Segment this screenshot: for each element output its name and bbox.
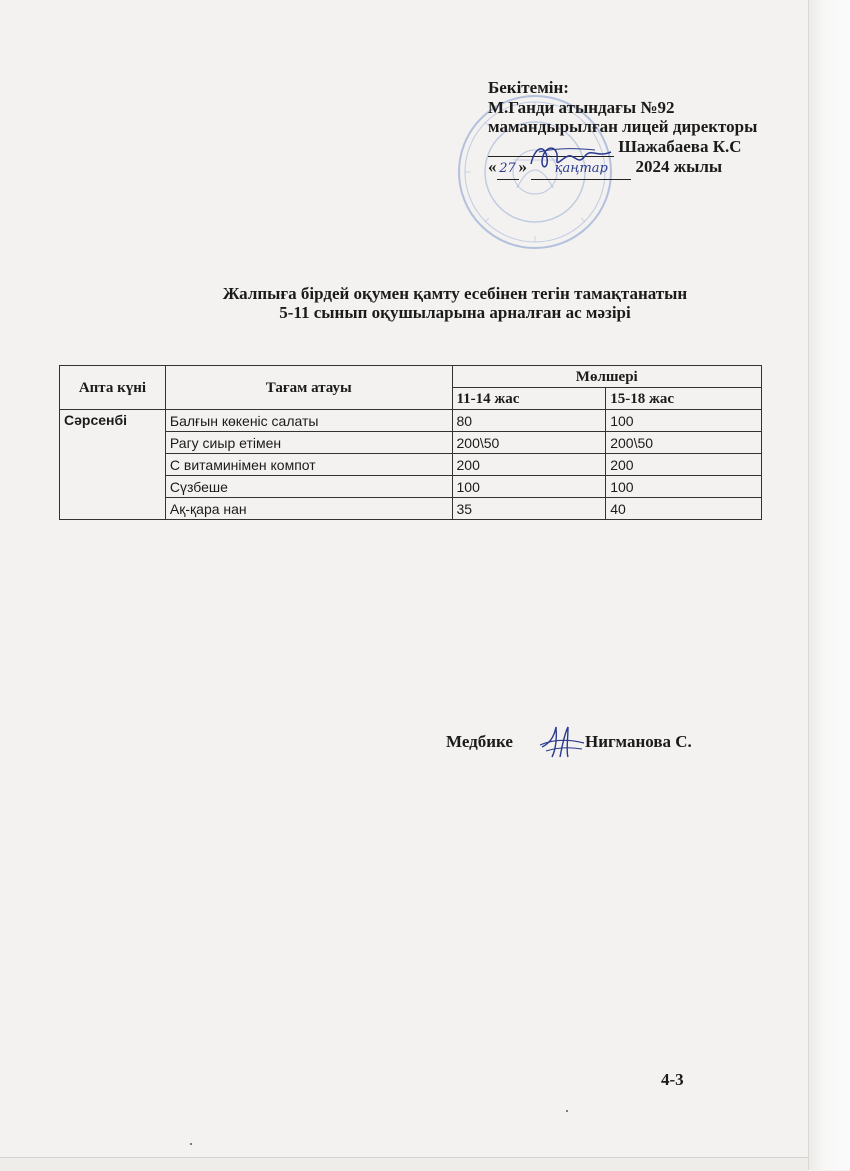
date-month: қаңтар [531, 159, 631, 180]
approval-school: М.Ганди атындағы №92 [488, 97, 675, 117]
header-age-11-14: 11-14 жас [452, 388, 606, 410]
table-row [60, 498, 762, 520]
amount-15-18-cell: 100 [606, 410, 762, 432]
day-cell: Сәрсенбі [60, 410, 166, 520]
title-line-2: 5-11 сынып оқушыларына арналған ас мәзірі [279, 303, 631, 322]
amount-15-18-cell: 200\50 [606, 432, 762, 454]
amount-15-18-cell: 100 [606, 476, 762, 498]
date-open-quote: « [488, 157, 497, 176]
dish-cell: Балғын көкеніс салаты [165, 410, 452, 432]
director-name: Шажабаева К.С [618, 136, 742, 156]
title-line-1: Жалпыға бірдей оқумен қамту есебінен тегін тамақтанатын [222, 284, 688, 303]
header-dish: Тағам атауы [165, 366, 452, 410]
dish-cell: Сүзбеше [165, 476, 452, 498]
scan-speck [566, 1110, 568, 1112]
nurse-role: Медбике [446, 732, 513, 751]
amount-15-18-cell: 200 [606, 454, 762, 476]
amount-11-14-cell: 100 [452, 476, 606, 498]
approval-position: мамандырылған лицей директоры [488, 117, 758, 136]
amount-11-14-cell: 200 [452, 454, 606, 476]
page-edge-line [808, 0, 809, 1170]
amount-11-14-cell: 35 [452, 498, 606, 520]
table-row [60, 432, 762, 454]
header-age-15-18: 15-18 жас [606, 388, 762, 410]
dish-cell: С витаминімен компот [165, 454, 452, 476]
table-row [60, 476, 762, 498]
amount-15-18-cell: 40 [606, 498, 762, 520]
page-edge [808, 0, 850, 1170]
header-amount: Мөлшері [452, 366, 762, 388]
table-header-row [60, 366, 762, 388]
approval-heading: Бекітемін: [488, 78, 569, 97]
date-close-quote: » [518, 157, 527, 176]
amount-11-14-cell: 80 [452, 410, 606, 432]
amount-11-14-cell: 200\50 [452, 432, 606, 454]
date-day: 27 [497, 159, 519, 180]
scan-speck [190, 1143, 192, 1145]
nurse-name: Нигманова С. [584, 732, 692, 751]
date-year: 2024 жылы [635, 157, 723, 176]
table-row [60, 410, 762, 432]
nurse-signature [538, 723, 586, 761]
page-bottom-edge [0, 1157, 808, 1171]
page-number: 4-3 [661, 1070, 684, 1089]
director-signature [525, 136, 615, 176]
table-row [60, 454, 762, 476]
dish-cell: Рагу сиыр етімен [165, 432, 452, 454]
menu-table [59, 365, 762, 520]
header-day: Апта күні [60, 366, 166, 410]
dish-cell: Ақ-қара нан [165, 498, 452, 520]
document-title [60, 284, 850, 322]
